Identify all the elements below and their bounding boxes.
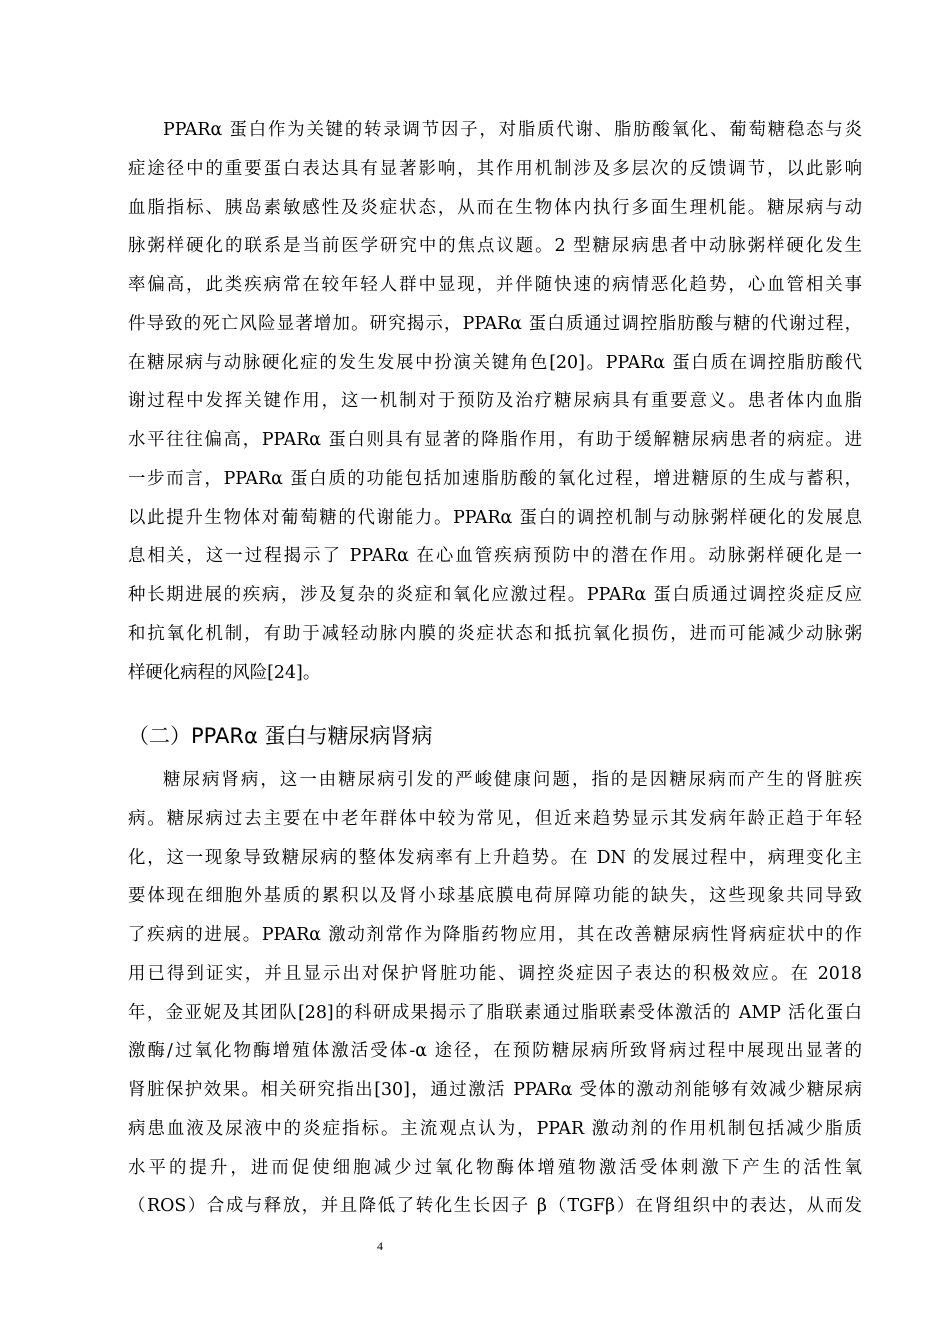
text-line: 激酶/过氧化物酶增殖体激活受体-α 途径，在预防糖尿病所致肾病过程中展现出显著的 bbox=[128, 1041, 862, 1062]
text-line: 脉粥样硬化的联系是当前医学研究中的焦点议题。2 型糖尿病患者中动脉粥样硬化发生 bbox=[128, 236, 862, 257]
text-line: 了疾病的进展。PPARα 激动剂常作为降脂药物应用，其在改善糖尿病性肾病症状中的作 bbox=[128, 925, 862, 945]
text-line: 在糖尿病与动脉硬化症的发生发展中扮演关键角色[20]。PPARα 蛋白质在调控脂肪酸代 bbox=[128, 352, 862, 373]
text-line: 和抗氧化机制，有助于减轻动脉内膜的炎症状态和抵抗氧化损伤，进而可能减少动脉粥 bbox=[128, 623, 862, 644]
text-line: 病患血液及尿液中的炎症指标。主流观点认为，PPAR 激动剂的作用机制包括减少脂质 bbox=[128, 1118, 862, 1139]
text-line: 水平的提升，进而促使细胞减少过氧化物酶体增殖物激活受体刺激下产生的活性氧 bbox=[128, 1157, 862, 1178]
text-line: 年，金亚妮及其团队[28]的科研成果揭示了脂联素通过脂联素受体激活的 AMP 活化蛋白 bbox=[128, 1002, 862, 1023]
text-line: 件导致的死亡风险显著增加。研究揭示，PPARα 蛋白质通过调控脂肪酸与糖的代谢过程， bbox=[128, 313, 862, 334]
text-line: 一步而言，PPARα 蛋白质的功能包括加速脂肪酸的氧化过程，增进糖原的生成与蓄积， bbox=[128, 468, 862, 489]
text-line: 种长期进展的疾病，涉及复杂的炎症和氧化应激过程。PPARα 蛋白质通过调控炎症反应 bbox=[128, 585, 862, 605]
text-line: 要体现在细胞外基质的累积以及肾小球基底膜电荷屏障功能的缺失，这些现象共同导致 bbox=[128, 886, 862, 907]
text-line: 血脂指标、胰岛素敏感性及炎症状态，从而在生物体内执行多面生理机能。糖尿病与动 bbox=[128, 197, 862, 218]
text-line: 病。糖尿病过去主要在中老年群体中较为常见，但近来趋势显示其发病年龄正趋于年轻 bbox=[128, 808, 862, 829]
section-heading: （二）PPARα 蛋白与糖尿病肾病 bbox=[128, 724, 433, 748]
text-line: 样硬化病程的风险[24]。 bbox=[128, 662, 321, 683]
page-number: 4 bbox=[377, 1239, 383, 1253]
text-line: 用已得到证实，并且显示出对保护肾脏功能、调控炎症因子表达的积极效应。在 2018 bbox=[128, 963, 862, 984]
text-line: 以此提升生物体对葡萄糖的代谢能力。PPARα 蛋白的调控机制与动脉粥样硬化的发展息 bbox=[128, 507, 862, 528]
text-line: 谢过程中发挥关键作用，这一机制对于预防及治疗糖尿病具有重要意义。患者体内血脂 bbox=[128, 391, 862, 412]
text-line: 糖尿病肾病，这一由糖尿病引发的严峻健康问题，指的是因糖尿病而产生的肾脏疾 bbox=[163, 770, 862, 790]
text-line: 水平往往偏高，PPARα 蛋白则具有显著的降脂作用，有助于缓解糖尿病患者的病症。进 bbox=[128, 430, 862, 450]
text-line: （ROS）合成与释放，并且降低了转化生长因子 β（TGFβ）在肾组织中的表达，从而发 bbox=[128, 1196, 862, 1217]
text-line: 率偏高，此类疾病常在较年轻人群中显现，并伴随快速的病情恶化趋势，心血管相关事 bbox=[128, 275, 862, 295]
text-line: 化，这一现象导致糖尿病的整体发病率有上升趋势。在 DN 的发展过程中，病理变化主 bbox=[128, 847, 862, 868]
text-line: 肾脏保护效果。相关研究指出[30]，通过激活 PPARα 受体的激动剂能够有效减少糖尿病 bbox=[128, 1080, 862, 1100]
text-line: 症途径中的重要蛋白表达具有显著影响，其作用机制涉及多层次的反馈调节，以此影响 bbox=[128, 158, 862, 179]
text-line: 息相关，这一过程揭示了 PPARα 在心血管疾病预防中的潜在作用。动脉粥样硬化是一 bbox=[128, 546, 862, 567]
text-line: PPARα 蛋白作为关键的转录调节因子，对脂质代谢、脂肪酸氧化、葡萄糖稳态与炎 bbox=[163, 120, 862, 140]
